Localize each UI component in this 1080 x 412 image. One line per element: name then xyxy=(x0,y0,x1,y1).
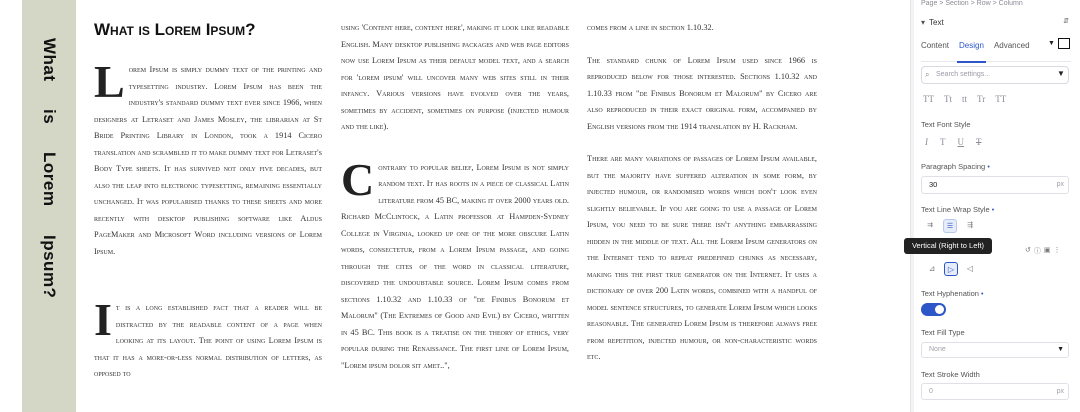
text-column-3[interactable] xyxy=(587,20,817,366)
help-icon[interactable]: ⓘ xyxy=(1033,248,1041,255)
italic-button[interactable]: I xyxy=(925,137,928,147)
paragraph: using 'Content here, content here', making it look like readable English. Many desktop publishing packages and web page editors now use Lorem Ipsum as their default model text, and a search for 'lorem ipsum' will uncover many web sites still in their infancy. Various versions have evolved over the years, sometimes by accident, sometimes on purpose (injected humour and the like). xyxy=(341,23,569,131)
text-transform-none-button[interactable]: TT xyxy=(995,94,1007,104)
fill-type-select[interactable] xyxy=(921,342,1069,358)
paragraph-text: t is a long established fact that a reader will be distracted by the readable content of a page when looking at its layout. The point of using Lorem Ipsum is that it has a more-or-less normal distribution of letters, as opposed to xyxy=(94,303,322,378)
text-transform-capitalize-button[interactable]: Tt xyxy=(944,94,952,104)
hyphenation-label xyxy=(921,289,984,298)
panel-edge xyxy=(911,0,914,412)
paragraph-spacing-unit[interactable]: px xyxy=(1056,181,1064,188)
paragraph-spacing xyxy=(587,37,817,53)
tooltip: Vertical (Right to Left) xyxy=(904,238,992,254)
element-title[interactable] xyxy=(921,18,944,27)
paragraph-spacing-label xyxy=(921,162,990,171)
text-transform-lowercase-button[interactable]: tt xyxy=(962,94,968,104)
paragraph-spacing-label-text: Paragraph Spacing xyxy=(921,162,986,171)
vertical-heading-word: is xyxy=(40,109,59,125)
stroke-width-value: 0 xyxy=(929,388,933,395)
tab-advanced[interactable]: Advanced xyxy=(993,41,1030,50)
paragraph: The standard chunk of Lorem Ipsum used since 1966 is reproduced below for those interested. Sections 1.10.32 and 1.10.33 from "de Finibus Bonorum et Malorum" by Cicero are also reproduced in their exact original form, accompanied by English versions from the 1914 translation by H. Rackham. xyxy=(587,55,817,131)
paragraph: comes from a line in section 1.10.32. xyxy=(587,23,714,32)
text-transform-options xyxy=(923,94,1006,104)
vertical-heading-word: Ipsum? xyxy=(40,234,59,298)
tab-design[interactable]: Design xyxy=(959,38,994,62)
text-transform-button[interactable]: Tr xyxy=(977,94,986,104)
toggle-knob xyxy=(935,305,944,314)
more-options-icon[interactable]: ⋮ xyxy=(1053,247,1061,254)
paragraph xyxy=(94,56,322,260)
line-wrap-label xyxy=(921,205,994,214)
breadcrumb[interactable]: Page > Section > Row > Column xyxy=(921,0,1023,7)
collapse-icon[interactable]: ⇵ xyxy=(1063,18,1069,25)
line-wrap-label-text: Text Line Wrap Style xyxy=(921,205,990,214)
vertical-ltr-icon[interactable]: ◁ xyxy=(966,264,974,273)
paragraph-text: orem Ipsum is simply dummy text of the printing and typesetting industry. Lorem Ipsum has been the industry's standard dummy text ever since 1966, when designers at Letraset and James Mosley, the librarian at St Bride Printing Library in London, took a 1914 Cicero translation and scrambled it to make dummy text for Letraset's Body Type sheets. It has survived not only five decades, but also the leap into electronic typesetting, remaining essentially unchanged. It was popularised thanks to these sheets and more recently with desktop publishing software like Aldus PageMaker and Microsoft Word including versions of Lorem Ipsum. xyxy=(94,65,322,256)
paragraph-spacing-input[interactable] xyxy=(921,176,1069,194)
vertical-rtl-icon[interactable]: ▷ xyxy=(944,262,958,276)
strikethrough-button[interactable]: T xyxy=(976,137,982,147)
page-title: What is Lorem Ipsum? xyxy=(94,20,256,39)
stroke-width-label: Text Stroke Width xyxy=(921,370,980,379)
filter-icon[interactable]: ▼ xyxy=(1057,69,1065,78)
tab-content[interactable]: Content xyxy=(921,41,950,50)
search-settings-input[interactable] xyxy=(921,66,1069,84)
caret-down-icon: ▼ xyxy=(1057,346,1064,353)
fill-type-label: Text Fill Type xyxy=(921,328,965,337)
wrap-pretty-icon[interactable]: ⇶ xyxy=(967,222,973,229)
modified-dot-icon: • xyxy=(987,164,990,171)
stroke-width-input[interactable] xyxy=(921,383,1069,400)
underline-button[interactable]: U xyxy=(957,137,964,147)
paragraph-spacing xyxy=(94,260,322,300)
paragraph xyxy=(341,153,570,375)
paragraph-spacing xyxy=(587,135,817,151)
copy-icon[interactable]: ▣ xyxy=(1043,247,1051,254)
dropcap: C xyxy=(341,153,375,205)
paragraph-text: ontrary to popular belief, Lorem Ipsum is not simply random text. It has roots in a piece of classical Latin literature from 45 BC, making it over 2000 years old. Richard McClintock, a Latin professor at Hampden-Sydney College in Virginia, looked up one of the more obscure Latin words, consectetur, from a Lorem Ipsum passage, and going through the cites of the word in classical literature, discovered the undoubtable source. Lorem Ipsum comes from sections 1.10.32 and 1.10.33 of "de Finibus Bonorum et Malorum" (The Extremes of Good and Evil) by Cicero, written in 45 BC. This book is a treatise on the theory of ethics, very popular during the Renaissance. The first line of Lorem Ipsum, "Lorem ipsum dolor sit amet..", xyxy=(341,162,570,370)
reset-icon[interactable]: ↺ xyxy=(1025,247,1031,254)
font-style-options xyxy=(925,137,982,147)
caret-down-icon[interactable]: ▼ xyxy=(1048,40,1055,47)
search-placeholder: Search settings... xyxy=(936,71,991,78)
text-column-1[interactable] xyxy=(94,20,322,383)
vertical-heading-word: What xyxy=(40,38,59,82)
settings-panel xyxy=(910,0,1080,412)
modified-dot-icon: • xyxy=(991,207,995,214)
line-wrap-options xyxy=(923,219,977,233)
text-column-2[interactable] xyxy=(341,20,569,374)
stroke-width-unit[interactable]: px xyxy=(1056,388,1064,395)
fill-type-value: None xyxy=(929,346,946,353)
dropcap: I xyxy=(94,294,112,345)
paragraph-spacing xyxy=(341,136,569,160)
option-actions xyxy=(1025,246,1061,256)
paragraph-spacing-value: 30 xyxy=(929,180,938,189)
normal-style-button[interactable]: T xyxy=(940,137,946,147)
wrap-balance-icon[interactable]: ☰ xyxy=(943,219,957,233)
hyphenation-label-text: Text Hyphenation xyxy=(921,289,979,298)
square-icon[interactable] xyxy=(1058,38,1070,49)
paragraph: There are many variations of passages of Lorem Ipsum available, but the majority have suffered alteration in some form, by injected humour, or randomised words which don't look even slightly believable. If you are going to use a passage of Lorem Ipsum, you need to be sure there isn't anything embarrassing hidden in the middle of text. All the Lorem Ipsum generators on the Internet tend to repeat predefined chunks as necessary, making this the first true generator on the Internet. It uses a dictionary of over 200 Latin words, combined with a handful of model sentence structures, to generate Lorem Ipsum which looks reasonable. The generated Lorem Ipsum is therefore always free from repetition, injected humour, or non-characteristic words etc. xyxy=(587,154,817,361)
horizontal-direction-icon[interactable]: ⊿ xyxy=(928,264,936,273)
paragraph xyxy=(94,294,322,383)
search-icon: ⌕ xyxy=(925,70,930,79)
wrap-normal-icon[interactable]: ⇉ xyxy=(927,222,933,229)
modified-dot-icon: • xyxy=(981,291,984,298)
dropcap: L xyxy=(94,56,125,107)
element-title-label: Text xyxy=(929,18,944,27)
vertical-heading[interactable] xyxy=(34,38,64,298)
hyphenation-toggle[interactable] xyxy=(921,303,946,316)
text-transform-uppercase-button[interactable]: TT xyxy=(923,94,934,104)
chevron-down-icon: ▾ xyxy=(921,18,926,27)
font-style-label: Text Font Style xyxy=(921,120,971,129)
text-direction-options xyxy=(925,262,977,276)
vertical-heading-word: Lorem xyxy=(40,152,59,207)
